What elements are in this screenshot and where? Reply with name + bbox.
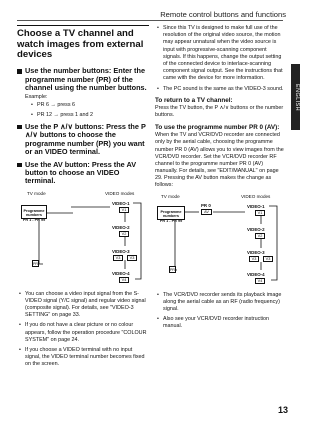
running-header: Remote control buttons and functions [160, 10, 286, 19]
header-rule [17, 20, 283, 21]
return-heading: To return to a TV channel: [155, 96, 233, 104]
pr-key-icon: PR [33, 261, 38, 266]
video4-icon: V4 [119, 277, 129, 283]
video3-icon: V3 [113, 255, 123, 261]
example-item: • PR 6 → press 6 [29, 102, 149, 109]
step3-heading: Use the AV button: Press the AV button to choose an VIDEO terminal. [17, 161, 149, 186]
video2-icon: V2 [119, 231, 129, 237]
pr-key-icon: PR [170, 267, 175, 272]
pr0-heading: To use the programme number PR 0 (AV): [155, 123, 280, 131]
tv-mode-label: TV mode [27, 190, 46, 196]
pr0-label: PR 0 [201, 202, 211, 208]
page-number: 13 [277, 405, 288, 415]
section-title: Choose a TV channel and watch images from external devices [17, 25, 149, 61]
video3-icon: V3 [127, 255, 137, 261]
left-column [17, 25, 149, 372]
pr0-cycle-diagram [155, 194, 286, 286]
example-item: • PR 12 → press 1 and 2 [29, 112, 149, 119]
video-modes-label: VIDEO modes [241, 193, 271, 199]
note-item: • Also see your VCR/DVD recorder instruction manual. [155, 316, 286, 330]
note-item: • If you choose a VIDEO terminal with no input signal, the VIDEO terminal number becomes fixed on the screen. [17, 347, 149, 369]
programme-numbers-box: Programme numbers PR 1 - PR 99 [157, 206, 185, 220]
language-tab-label: ENGLISH [294, 83, 300, 111]
right-column [155, 25, 286, 334]
pr0-text: When the TV and VCR/DVD recorder are connected only by the aerial cable, choosing the programme number PR 0 (AV) allows you to view images from the VCR/DVD recorder. Set the VCR/DVD recorder RF channel to the programme number PR 0 (AV) manually. For details, see "EDIT/MANUAL" on page 29. Pressing the AV button makes the change as follows: [155, 132, 284, 189]
video1-label: VIDEO-1 [247, 203, 265, 209]
video1-label: VIDEO-1 [112, 200, 130, 206]
video3-icon: V3 [263, 256, 273, 262]
video4-label: VIDEO-4 [112, 270, 130, 276]
return-text: Press the TV button, the P ∧/∨ buttons or the number buttons. [155, 105, 284, 119]
video1-icon: V1 [255, 210, 265, 216]
step2-heading: Use the P ∧/∨ buttons: Press the P ∧/∨ buttons to choose the programme number (PR) you want or an VIDEO terminal. [17, 123, 149, 157]
video2-label: VIDEO-2 [112, 224, 130, 230]
video3-icon: V3 [249, 256, 259, 262]
language-tab [291, 64, 300, 130]
example-label: Example: [25, 94, 48, 101]
programme-numbers-box: Programme numbers PR 1 - PR 99 [21, 205, 47, 219]
note-item: • The PC sound is the same as the VIDEO-3 sound. [155, 86, 286, 93]
video4-label: VIDEO-4 [247, 271, 265, 277]
pr0-icon: AV [201, 209, 212, 215]
video3-label: VIDEO-3 [112, 248, 130, 254]
example-list [17, 102, 149, 119]
av-cycle-diagram [17, 191, 149, 285]
note-item: • Since this TV is designed to make full use of the resolution of the original video source, the motion may appear unnatural when the video source is input with progressive-scanning component signals. If this happens, change the output setting of the connected device to interlace-scanning component signal output. See the instructions that came with the device for more information. [155, 25, 286, 83]
video4-icon: V4 [255, 278, 265, 284]
bottom-notes [155, 292, 286, 331]
tv-mode-label: TV mode [161, 193, 180, 199]
note-item: • You can choose a video input signal from the S-VIDEO signal (Y/C signal) and regular video signal (composite signal). For details, see "VIDEO-3 SETTING" on page 33. [17, 291, 149, 320]
step1-heading: Use the number buttons: Enter the programme number (PR) of the channel using the number buttons. [17, 67, 149, 92]
video-modes-label: VIDEO modes [105, 190, 135, 196]
video1-icon: V1 [119, 207, 129, 213]
video2-label: VIDEO-2 [247, 226, 265, 232]
right-notes [155, 25, 286, 93]
video2-icon: V2 [255, 233, 265, 239]
left-notes [17, 291, 149, 369]
video3-label: VIDEO-3 [247, 249, 265, 255]
note-item: • If you do not have a clear picture or no colour appears, follow the operation procedure "COLOUR SYSTEM" on page 24. [17, 322, 149, 344]
note-item: • The VCR/DVD recorder sends its playback image along the aerial cable as an RF (radio frequency) signal. [155, 292, 286, 314]
